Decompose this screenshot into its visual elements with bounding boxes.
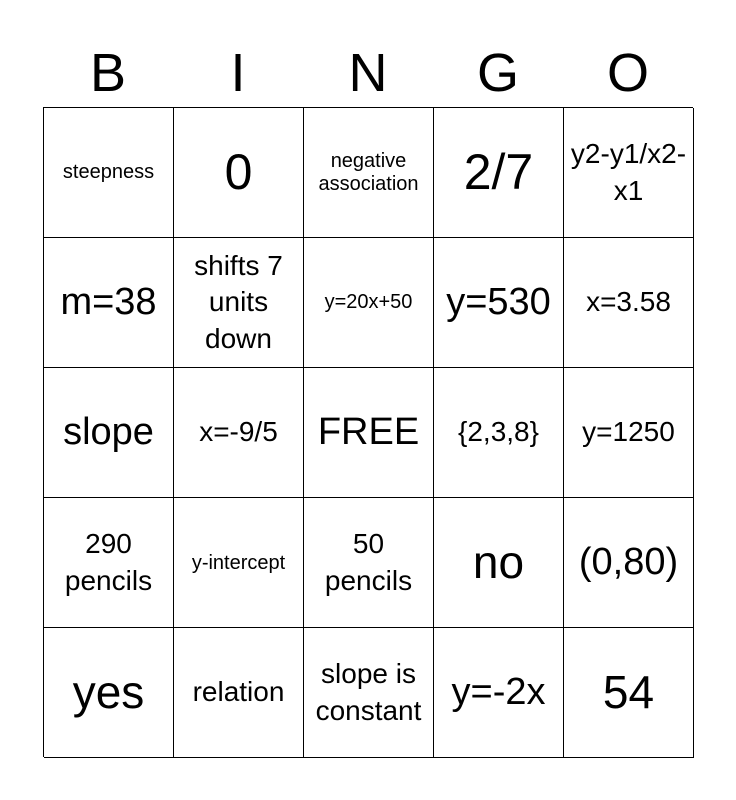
bingo-board: [43, 107, 693, 757]
header-letter-b: B: [89, 43, 127, 103]
bingo-cell: slope is constant: [304, 628, 434, 758]
header-letter-n: N: [348, 43, 388, 103]
bingo-cell: {2,3,8}: [434, 368, 564, 498]
bingo-cell: shifts 7 units down: [174, 238, 304, 368]
bingo-cell: no: [434, 498, 564, 628]
bingo-cell: 2/7: [434, 108, 564, 238]
bingo-cell: y=530: [434, 238, 564, 368]
bingo-cell: x=-9/5: [174, 368, 304, 498]
bingo-cell: y=20x+50: [304, 238, 434, 368]
bingo-cell: x=3.58: [564, 238, 694, 368]
bingo-cell: steepness: [44, 108, 174, 238]
bingo-cell: slope: [44, 368, 174, 498]
bingo-cell: (0,80): [564, 498, 694, 628]
bingo-cell: yes: [44, 628, 174, 758]
bingo-cell: relation: [174, 628, 304, 758]
bingo-cell: 50 pencils: [304, 498, 434, 628]
bingo-cell: 54: [564, 628, 694, 758]
bingo-cell: y=1250: [564, 368, 694, 498]
header-letter-i: I: [230, 43, 246, 103]
bingo-cell-free: FREE: [304, 368, 434, 498]
bingo-cell: 290 pencils: [44, 498, 174, 628]
bingo-header: [43, 40, 693, 106]
bingo-cell: y-intercept: [174, 498, 304, 628]
bingo-cell: y2-y1/x2-x1: [564, 108, 694, 238]
header-letter-g: G: [476, 43, 519, 103]
bingo-cell: negative association: [304, 108, 434, 238]
header-letter-o: O: [606, 43, 649, 103]
bingo-cell: 0: [174, 108, 304, 238]
bingo-cell: y=-2x: [434, 628, 564, 758]
bingo-cell: m=38: [44, 238, 174, 368]
